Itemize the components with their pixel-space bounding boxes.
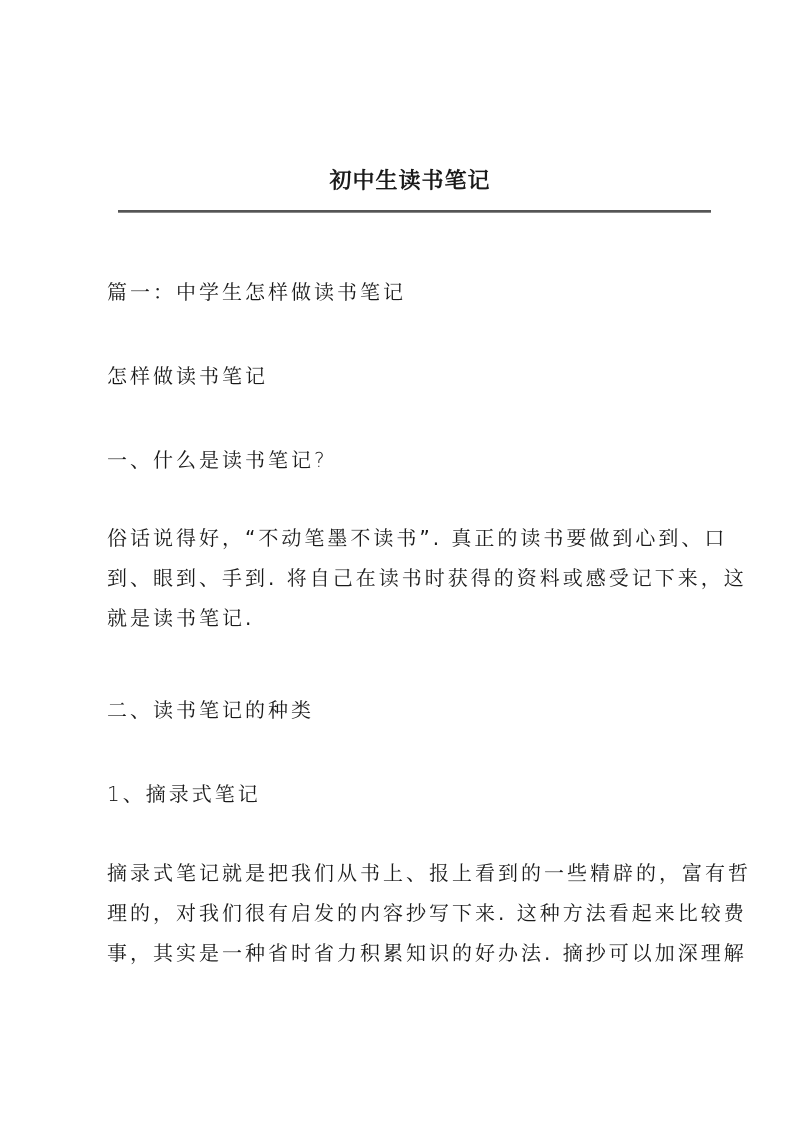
document-title: 初中生读书笔记 (329, 168, 491, 194)
question-1-heading: 一、什么是读书笔记? (107, 448, 328, 472)
paragraph-line: 事，其实是一种省时省力积累知识的好办法. 摘抄可以加深理解 (107, 941, 747, 965)
paragraph-line: 理的，对我们很有启发的内容抄写下来. 这种方法看起来比较费 (107, 901, 747, 925)
type-1-heading: 1、摘录式笔记 (107, 782, 261, 806)
section-subtitle: 怎样做读书笔记 (107, 364, 268, 388)
title-divider (118, 210, 711, 213)
question-1-paragraph (107, 518, 747, 638)
article-heading: 篇一：中学生怎样做读书笔记 (107, 280, 406, 304)
paragraph-line: 摘录式笔记就是把我们从书上、报上看到的一些精辟的，富有哲 (107, 861, 751, 885)
paragraph-line: 俗话说得好，“不动笔墨不读书”. 真正的读书要做到心到、口 (107, 526, 728, 550)
paragraph-line: 到、眼到、手到. 将自己在读书时获得的资料或感受记下来，这 (107, 566, 747, 590)
paragraph-line: 就是读书笔记. (107, 606, 255, 630)
question-2-heading: 二、读书笔记的种类 (107, 698, 314, 722)
type-1-paragraph (107, 853, 751, 973)
